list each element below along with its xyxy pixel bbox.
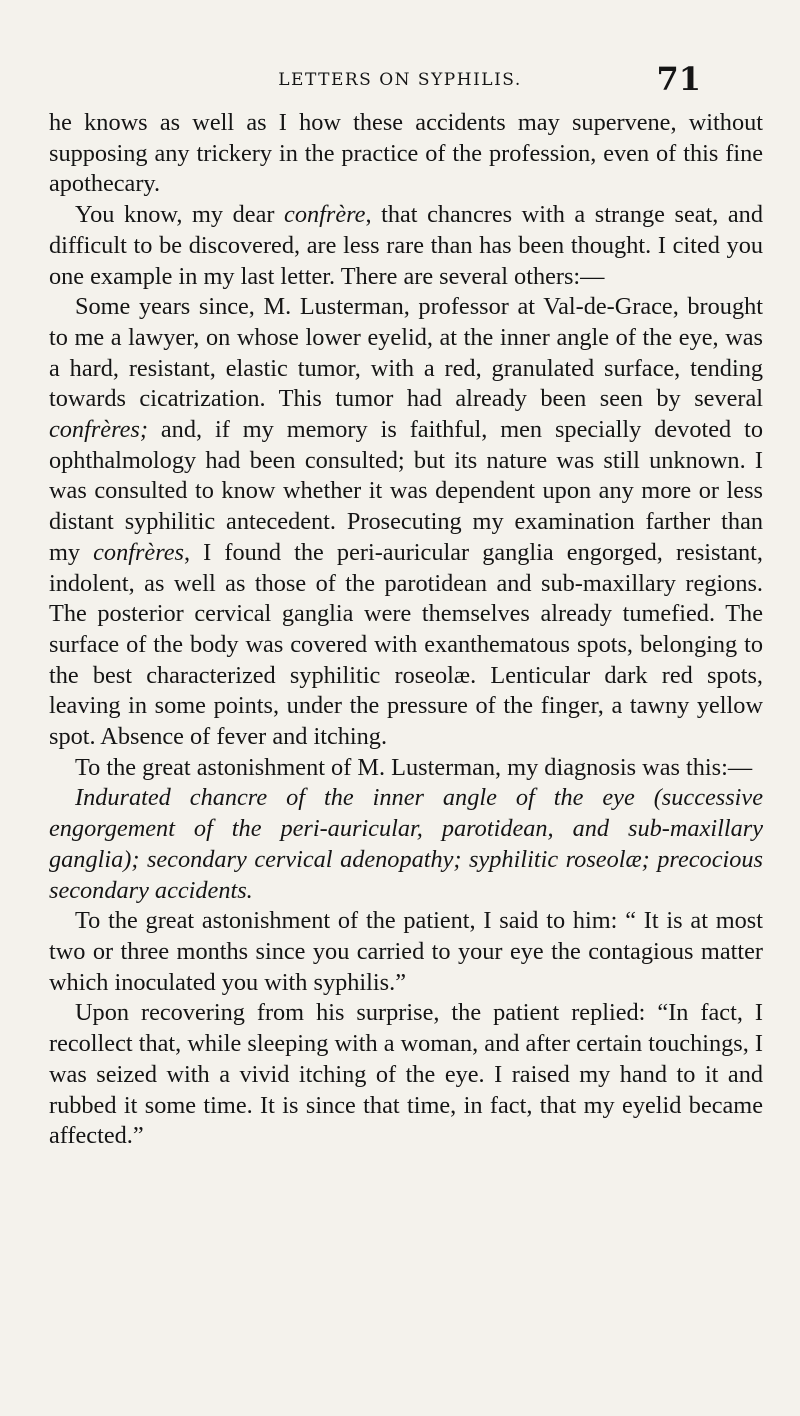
text-run: To the great astonishment of M. Lusterman, my diagnosis was this:— — [75, 753, 753, 781]
paragraph — [49, 108, 763, 200]
paragraph — [49, 906, 763, 998]
text-run: , that chancres with a strange seat, and difficult to be discovered, are less rare than has been thought. I cited you one example in my last letter. There are several others:— — [49, 201, 763, 290]
paragraph — [49, 200, 763, 292]
text-run: Upon recovering from his surprise, the patient replied: “In fact, I recollect that, while sleeping with a woman, and after certain touchings, I was seized with a vivid itching of the eye. I raised my hand to it and rubbed it some time. It is since that time, in fact, that my eyelid became affected.” — [49, 999, 763, 1150]
text-run: You know, my dear — [75, 201, 285, 229]
paragraph — [49, 292, 763, 753]
text-run: To the great astonishment of the patient, I said to him: “ It is at most two or three months since you carried to your eye the contagious matter which inoculated you with syphilis.” — [49, 907, 763, 996]
text-run: he knows as well as I how these accidents may supervene, without supposing any trickery in the practice of the profession, even of this fine apothecary. — [49, 109, 763, 198]
paragraph — [49, 753, 763, 784]
italic-text: confrères — [93, 538, 185, 566]
text-run: , I found the peri-auricular ganglia engorged, resistant, indolent, as well as those of the parotidean and sub-maxillary regions. The posterior cervical ganglia were themselves already tumefied. The surface of the body was covered with exanthematous spots, belonging to the best characterized syphilitic roseolæ. Lenticular dark red spots, leaving in some points, under the pressure of the finger, a tawny yellow spot. Absence of fever and itching. — [49, 538, 763, 751]
running-head — [0, 60, 800, 108]
text-run: Some years since, M. Lusterman, professor at Val-de-Grace, brought to me a lawyer, on whose lower eyelid, at the inner angle of the eye, was a hard, resistant, elastic tumor, with a red, granulated surface, tending towards cicatrization. This tumor had already been seen by several — [49, 293, 763, 413]
body-text — [49, 108, 763, 1152]
paragraph — [49, 783, 763, 906]
italic-text: Indurated chancre of the inner angle of the eye (successive engorgement of the peri-auricular, parotidean, and sub-maxillary ganglia); secondary cervical adenopathy; syphilitic roseolæ; precocious secondary accidents. — [49, 784, 763, 904]
running-title: LETTERS ON SYPHILIS. — [278, 70, 522, 90]
text-run: and, if my memory is faithful, men specially devoted to ophthalmology had been consulted; but its nature was still unknown. I was consulted to know whether it was dependent upon any more or less distant syphilitic antecedent. Prosecuting my examination farther than my — [49, 416, 763, 566]
italic-text: confrère — [284, 201, 366, 229]
italic-text: confrères; — [49, 416, 148, 444]
page-number: 71 — [656, 60, 701, 98]
paragraph — [49, 998, 763, 1152]
